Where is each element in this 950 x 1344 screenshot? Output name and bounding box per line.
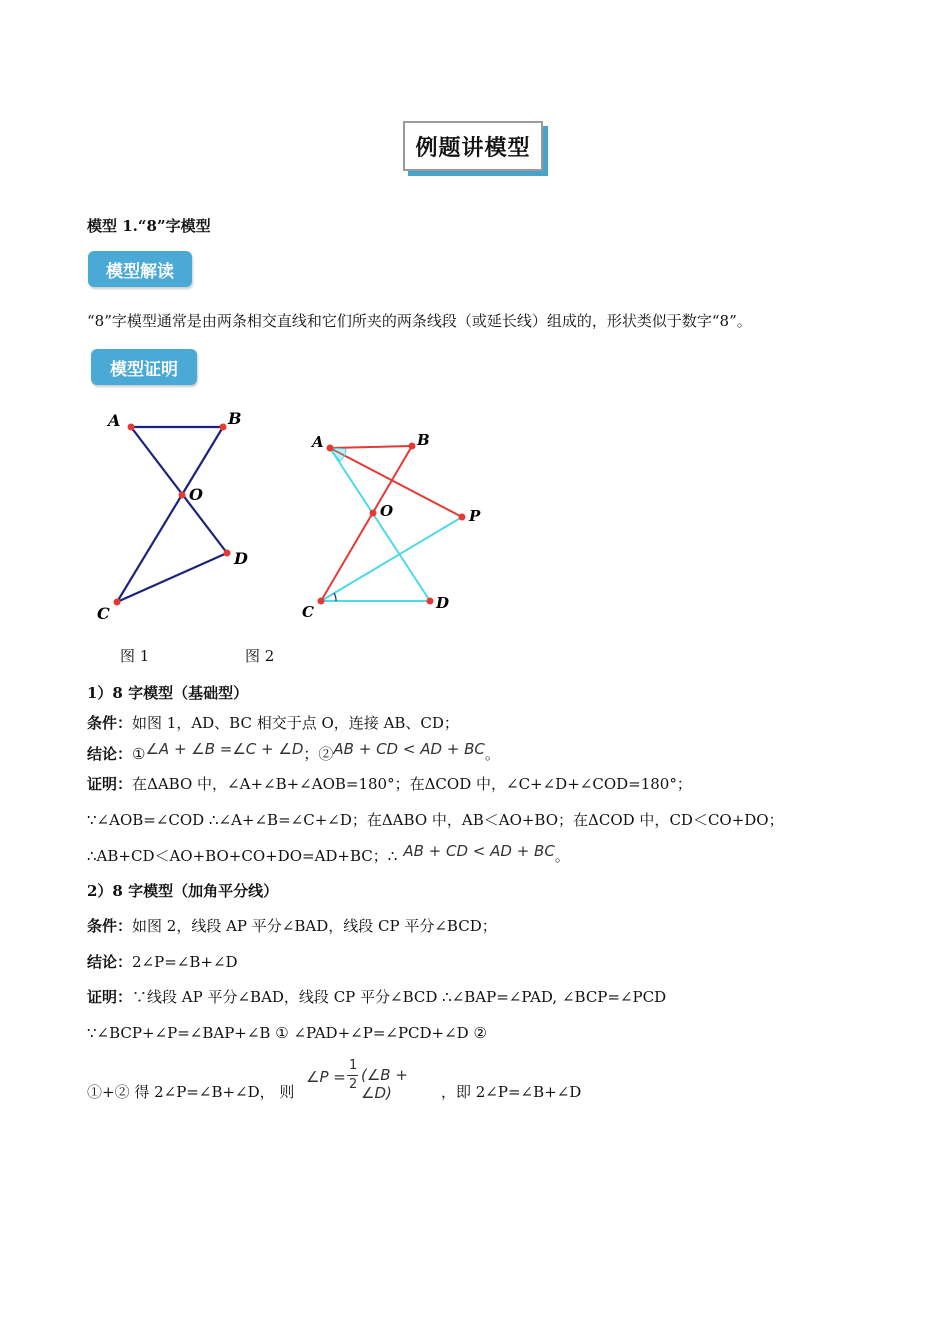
fig2-segment-ap [330,448,462,517]
part1-conclusion [87,740,500,764]
fraction-numerator: 1 [349,1058,358,1073]
model-heading: 模型 1.“8”字模型 [87,217,211,235]
part2-conclusion [87,952,238,972]
fig2-point-p [459,514,466,521]
fig2-segment-bc [321,446,412,601]
part1-formula-2: AB + CD < AD + BC [333,740,485,758]
part2-proof-line-3: ①+② 得 2∠P=∠B+∠D， 则 [87,1083,295,1101]
fig2-point-a [327,445,334,452]
badge-model-reading: 模型解读 [88,251,192,287]
part1-proof-line-2: ∵∠AOB=∠COD ∴∠A+∠B=∠C+∠D；在ΔABO 中，AB＜AO+BO；在ΔCOD 中，CD＜CO+DO； [87,811,784,829]
part2-concl-text: 2∠P=∠B+∠D [132,953,238,971]
part1-cond-text: 如图 1，AD、BC 相交于点 O，连接 AB、CD； [132,714,459,732]
fig1-label-d: D [234,549,248,568]
fig1-segment-cd [117,553,227,602]
part2-proof-line-2: ∵∠BCP+∠P=∠BAP+∠B ① ∠PAD+∠P=∠PCD+∠D ② [87,1024,487,1042]
part2-heading: 2）8 字模型（加角平分线） [87,882,279,900]
fig2-point-o [370,510,377,517]
fig1-point-o [179,492,186,499]
part1-formula-3: AB + CD < AD + BC [403,842,555,860]
part1-concl-c1: ① [132,745,146,763]
fig2-angle-c [334,593,336,601]
fig2-label-d: D [436,594,450,612]
fig2-segment-cp [321,517,462,601]
part1-concl-sep: ；② [303,745,334,763]
part1-condition [87,713,459,733]
part1-concl-end: 。 [484,745,500,763]
part2-fraction-formula [306,1058,441,1102]
fig1-label-o: O [189,485,203,504]
part1-proof-end-3: 。 [554,847,570,865]
part1-heading: 1）8 字模型（基础型） [87,684,249,702]
fig1-lines [117,427,227,602]
part1-proof-line-3 [87,842,570,866]
fig1-label-c: C [97,604,110,623]
fig2-point-d [427,598,434,605]
fig2-label-a: A [312,433,324,451]
fig1-point-d [224,550,231,557]
figure-1 [95,405,265,625]
part1-proof-text-3: ∴AB+CD＜AO+BO+CO+DO=AD+BC；∴ [87,847,398,865]
fig2-label-c: C [302,603,314,621]
fig2-point-c [318,598,325,605]
part1-concl-label: 结论： [87,745,133,763]
fig2-point-b [409,443,416,450]
fig2-label-o: O [380,502,394,520]
fraction-denominator: 2 [349,1077,358,1092]
part1-formula-1: ∠A + ∠B =∠C + ∠D [145,740,304,758]
badge-model-proof: 模型证明 [91,349,197,385]
figure-1-caption: 图 1 [120,647,150,665]
part1-proof-label: 证明： [87,775,133,793]
part2-proof-line-1 [87,987,666,1007]
intro-text: “8”字模型通常是由两条相交直线和它们所夹的两条线段（或延长线）组成的，形状类似于数字“8”。 [87,312,752,330]
part1-cond-label: 条件： [87,714,133,732]
part2-cond-text: 如图 2，线段 AP 平分∠BAD，线段 CP 平分∠BCD； [132,917,497,935]
part2-cond-label: 条件： [87,917,133,935]
part2-proof-text-1: ∵线段 AP 平分∠BAD，线段 CP 平分∠BCD ∴∠BAP=∠PAD, ∠BCP=∠PCD [132,988,667,1006]
fig2-label-p: P [469,507,481,525]
fig1-point-a [128,424,135,431]
fig2-segment-ad [330,448,430,601]
fig2-label-b: B [417,431,430,449]
part2-proof-line-3b: ，即 2∠P=∠B+∠D [441,1083,582,1101]
fig1-label-a: A [108,411,121,430]
figure-2-caption: 图 2 [245,647,275,665]
figure-2 [300,425,500,625]
part1-proof-line-1 [87,774,692,794]
fig1-point-b [220,424,227,431]
page-title: 例题讲模型 [403,121,543,171]
fig1-segment-bc [117,427,223,602]
fig2-segment-ab [330,446,412,448]
fig1-label-b: B [228,409,242,428]
part2-condition [87,916,497,936]
part2-concl-label: 结论： [87,953,133,971]
part1-proof-text-1: 在ΔABO 中，∠A+∠B+∠AOB=180°；在ΔCOD 中，∠C+∠D+∠COD=180°； [132,775,692,793]
part2-proof-label: 证明： [87,988,133,1006]
fraction-lhs: ∠P = [306,1068,346,1086]
fraction-bar [347,1075,358,1076]
fig1-point-c [114,599,121,606]
fraction-rhs: (∠B + ∠D) [361,1066,408,1102]
